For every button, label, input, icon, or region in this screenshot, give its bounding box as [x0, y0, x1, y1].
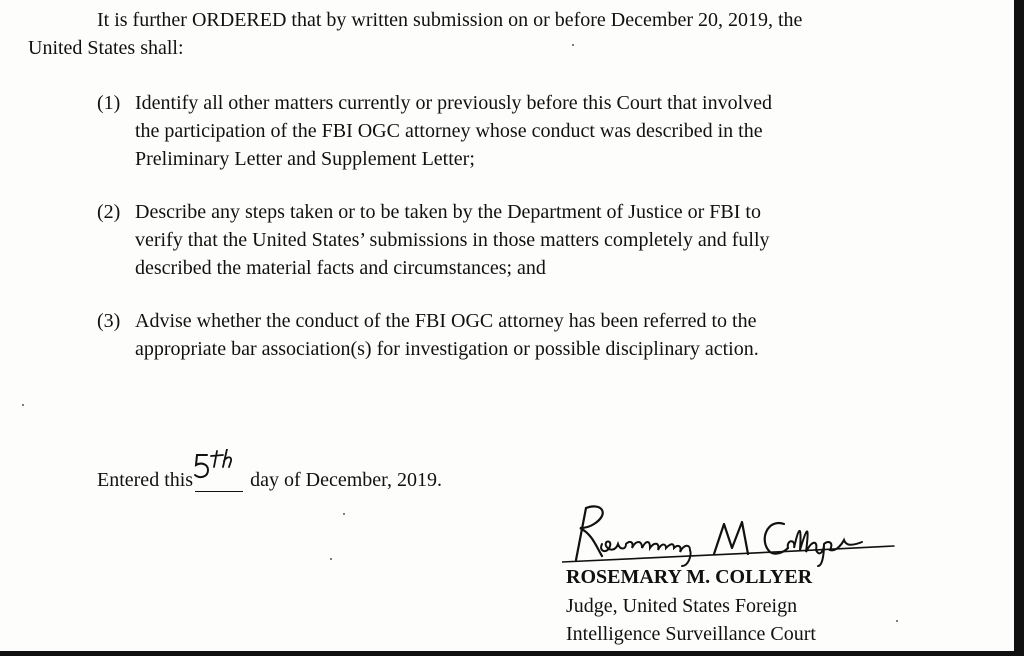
order-intro-line-1: It is further ORDERED that by written submission on or before December 20, 2019, the: [97, 9, 803, 31]
signer-title-line-2: Intelligence Surveillance Court: [566, 623, 816, 645]
scan-speck: [896, 620, 898, 622]
item-line: Identify all other matters currently or previously before this Court that involved: [135, 92, 773, 114]
signer-name: ROSEMARY M. COLLYER: [566, 566, 813, 588]
item-number: (2): [97, 201, 121, 223]
judge-signature: [562, 500, 902, 570]
item-line: Advise whether the conduct of the FBI OGC attorney has been referred to the: [135, 310, 757, 332]
scan-speck: [572, 44, 574, 46]
item-text: [135, 198, 925, 282]
handwritten-day-blank: [195, 467, 243, 492]
entered-suffix: day of December, 2019.: [250, 469, 442, 491]
item-number: (1): [97, 92, 121, 114]
handwritten-day-5th: [193, 449, 249, 489]
order-intro-line-2: United States shall:: [28, 37, 184, 59]
scan-speck: [330, 558, 332, 560]
item-line: Describe any steps taken or to be taken by the Department of Justice or FBI to: [135, 201, 761, 223]
item-line: appropriate bar association(s) for investigation or possible disciplinary action.: [135, 338, 759, 360]
item-line: Preliminary Letter and Supplement Letter;: [135, 148, 475, 170]
item-number: (3): [97, 310, 121, 332]
item-line: verify that the United States’ submissions in those matters completely and fully: [135, 229, 770, 251]
signer-title-line-1: Judge, United States Foreign: [566, 595, 798, 617]
scan-edge-bottom: [0, 651, 1024, 656]
item-text: [135, 307, 925, 363]
item-text: [135, 89, 925, 173]
entered-date-line: [97, 466, 442, 494]
scan-speck: [22, 404, 24, 406]
item-line: described the material facts and circumstances; and: [135, 257, 546, 279]
scan-speck: [343, 513, 345, 515]
item-line: the participation of the FBI OGC attorney whose conduct was described in the: [135, 120, 763, 142]
scan-edge-right: [1014, 0, 1024, 656]
entered-prefix: Entered this: [97, 469, 194, 491]
